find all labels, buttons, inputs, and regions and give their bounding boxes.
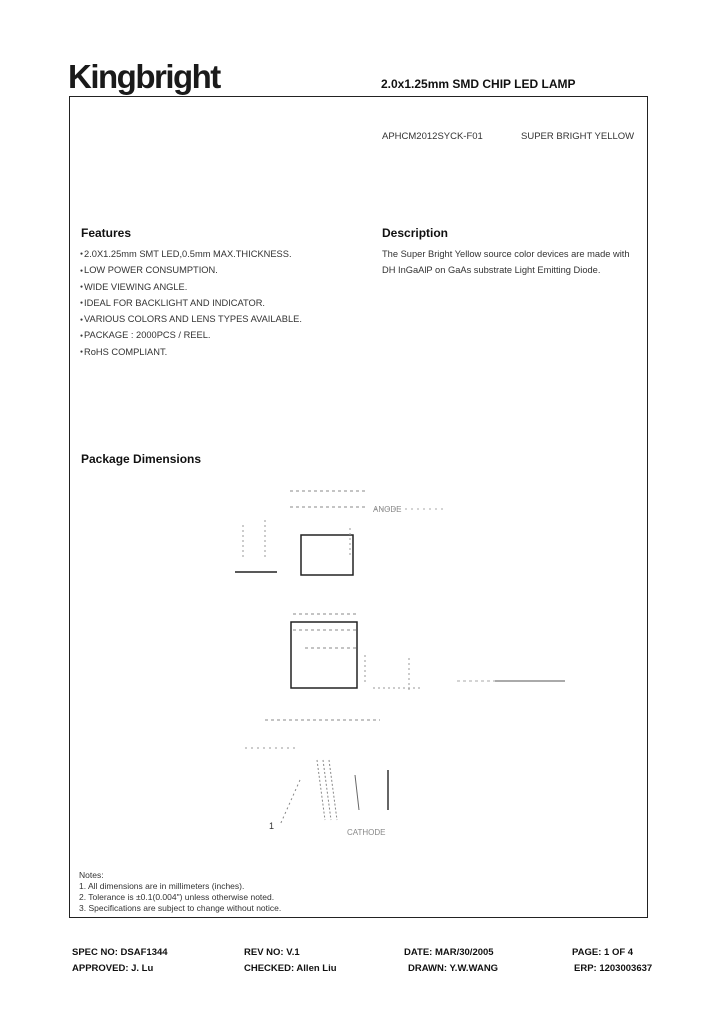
kingbright-logo: Kingbright <box>68 58 220 95</box>
note-item: 2. Tolerance is ±0.1(0.004") unless otherwise noted. <box>79 892 275 902</box>
notes <box>79 870 281 914</box>
feature-item: ● IDEAL FOR BACKLIGHT AND INDICATOR. <box>80 295 302 311</box>
approved-by: APPROVED: J. Lu <box>72 963 154 974</box>
feature-item: ● VARIOUS COLORS AND LENS TYPES AVAILABLE. <box>80 311 302 327</box>
package-dimensions-drawing <box>225 480 585 840</box>
feature-item: ● LOW POWER CONSUMPTION. <box>80 262 302 278</box>
spec-number: SPEC NO: DSAF1344 <box>72 947 168 958</box>
side-view <box>291 614 565 692</box>
description-text: The Super Bright Yellow source color devices are made with DH InGaAlP on GaAs substrate Light Emitting Diode. <box>382 249 630 276</box>
top-view <box>235 491 445 575</box>
note-item: 3. Specifications are subject to change without notice. <box>79 903 282 913</box>
feature-item: ● PACKAGE : 2000PCS / REEL. <box>80 327 302 343</box>
feature-item: ● 2.0X1.25mm SMT LED,0.5mm MAX.THICKNESS. <box>80 246 302 262</box>
bottom-view <box>245 720 388 837</box>
checked-by: CHECKED: Allen Liu <box>244 963 337 974</box>
feature-item: ● RoHS COMPLIANT. <box>80 344 302 360</box>
revision-number: REV NO: V.1 <box>244 947 300 958</box>
note-item: 1. All dimensions are in millimeters (inches). <box>79 881 245 891</box>
part-description: SUPER BRIGHT YELLOW <box>521 131 635 142</box>
description-heading: Description <box>382 226 449 240</box>
part-number: APHCM2012SYCK-F01 <box>382 131 483 142</box>
features-heading: Features <box>81 226 132 240</box>
document-title: 2.0x1.25mm SMD CHIP LED LAMP <box>381 77 576 91</box>
pin1-label: 1 <box>269 821 275 831</box>
document-date: DATE: MAR/30/2005 <box>404 947 494 958</box>
feature-item: ● WIDE VIEWING ANGLE. <box>80 279 302 295</box>
anode-label: ANODE <box>373 505 402 514</box>
cathode-label: CATHODE <box>347 828 386 837</box>
package-dimensions-heading: Package Dimensions <box>81 452 202 466</box>
erp-number: ERP: 1203003637 <box>574 963 653 974</box>
notes-heading: Notes: <box>79 870 104 880</box>
features-list <box>80 246 302 360</box>
drawn-by: DRAWN: Y.W.WANG <box>408 963 499 974</box>
page-number: PAGE: 1 OF 4 <box>572 947 634 958</box>
